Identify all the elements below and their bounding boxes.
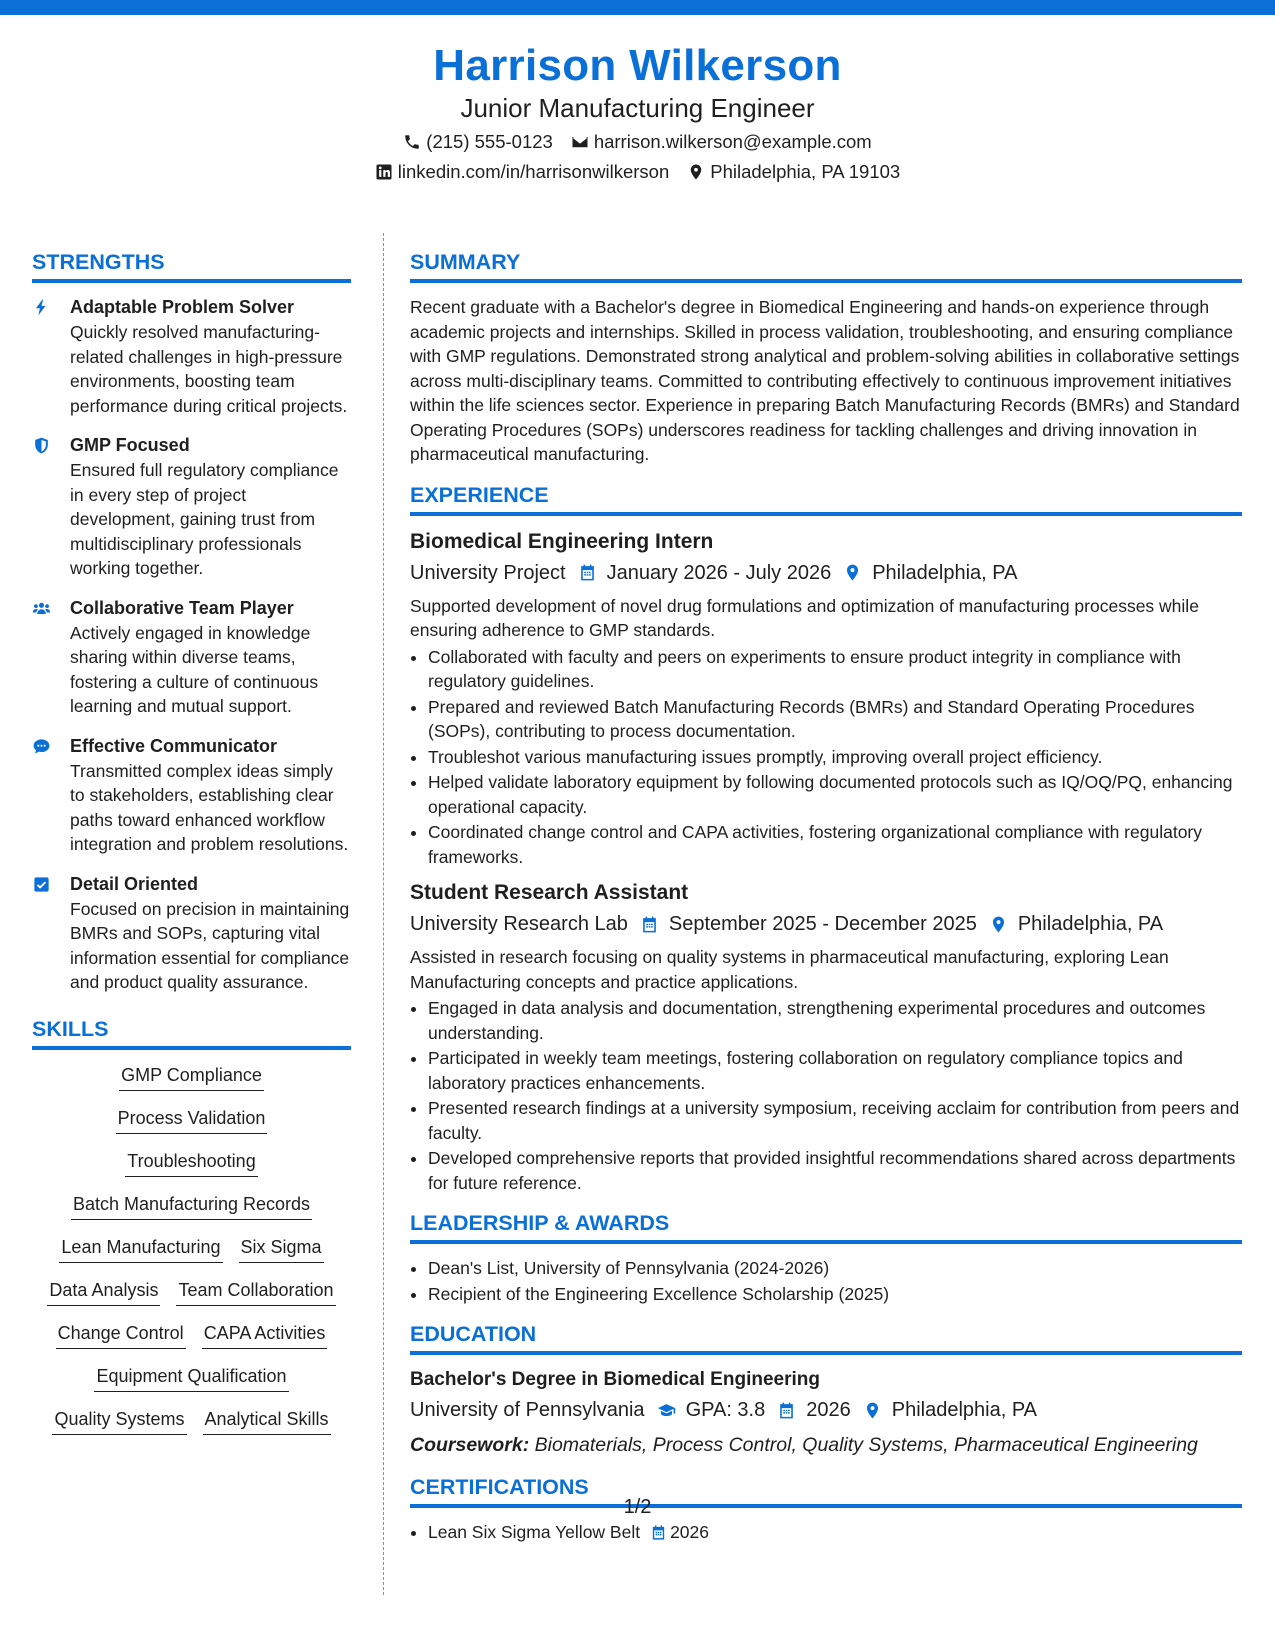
strengths-heading: STRENGTHS bbox=[32, 248, 351, 283]
job-title: Student Research Assistant bbox=[410, 881, 689, 904]
certifications-heading: CERTIFICATIONS bbox=[410, 1473, 1242, 1508]
contact-row-1 bbox=[0, 128, 1275, 156]
education-heading: EDUCATION bbox=[410, 1320, 1242, 1355]
school-name: University of Pennsylvania bbox=[410, 1399, 645, 1421]
cert-name: • Lean Six Sigma Yellow Belt bbox=[428, 1522, 641, 1542]
job-org: University Research Lab bbox=[410, 913, 628, 935]
cert-year: 2026 bbox=[670, 1522, 710, 1542]
leadership-list bbox=[410, 1256, 1242, 1306]
list-item: • Participated in weekly team meetings, fostering collaboration on regulatory compliance topics and laboratory practices enhancements. bbox=[428, 1046, 1242, 1095]
leadership-section bbox=[410, 1209, 1242, 1306]
list-item: • Developed comprehensive reports that provided insightful recommendations shared across departments for future reference. bbox=[428, 1146, 1242, 1195]
skill-tag: Batch Manufacturing Records bbox=[71, 1191, 312, 1220]
skill-tag: GMP Compliance bbox=[119, 1062, 264, 1091]
strength-desc: Actively engaged in knowledge sharing within diverse teams, fostering a culture of continuous learning and mutual support. bbox=[70, 622, 319, 716]
skill-tag: Data Analysis bbox=[47, 1277, 160, 1306]
bolt-icon bbox=[32, 298, 51, 317]
strength-item bbox=[32, 295, 351, 418]
coursework-list: Biomaterials, Process Control, Quality Systems, Pharmaceutical Engineering bbox=[529, 1434, 1198, 1456]
users-icon bbox=[32, 599, 51, 618]
job-description: Assisted in research focusing on quality systems in pharmaceutical manufacturing, exploring Lean Manufacturing concepts and practice applications. bbox=[410, 947, 1169, 992]
chat-icon bbox=[32, 737, 51, 756]
strength-title: Effective Communicator bbox=[70, 735, 278, 756]
list-item: • Prepared and reviewed Batch Manufacturing Records (BMRs) and Standard Operating Procedures (SOPs), contributing to process documentation. bbox=[428, 695, 1242, 744]
phone-text: (215) 555-0123 bbox=[426, 131, 553, 152]
calendar-icon bbox=[578, 563, 597, 582]
job-description: Supported development of novel drug formulations and optimization of manufacturing processes while ensuring adherence to GMP standards. bbox=[410, 595, 1199, 640]
skill-tag: Analytical Skills bbox=[203, 1406, 331, 1435]
job-meta bbox=[410, 558, 1242, 588]
strength-desc: Focused on precision in maintaining BMRs and SOPs, capturing vital information essential for compliance and product quality assurance. bbox=[70, 898, 350, 992]
experience-heading: EXPERIENCE bbox=[410, 481, 1242, 516]
summary-heading: SUMMARY bbox=[410, 248, 1242, 283]
job-meta bbox=[410, 909, 1242, 939]
envelope-icon bbox=[571, 133, 589, 151]
coursework-label: Coursework: bbox=[410, 1434, 530, 1456]
strength-title: GMP Focused bbox=[70, 435, 190, 455]
skills-heading: SKILLS bbox=[32, 1015, 351, 1050]
contact-row-2 bbox=[0, 158, 1275, 186]
summary-section bbox=[410, 248, 1242, 467]
map-pin-icon bbox=[863, 1401, 882, 1420]
skills-list bbox=[32, 1062, 351, 1435]
strength-item bbox=[32, 734, 351, 857]
page-number: 1/2 bbox=[623, 1496, 652, 1518]
candidate-name: Harrison Wilkerson bbox=[433, 41, 842, 90]
linkedin-text: linkedin.com/in/harrisonwilkerson bbox=[397, 161, 670, 182]
skill-tag: Six Sigma bbox=[239, 1234, 324, 1263]
gpa-text: GPA: 3.8 bbox=[685, 1399, 766, 1421]
list-item: • Helped validate laboratory equipment by following documented protocols such as IQ/OQ/PQ, enhancing operational capacity. bbox=[428, 770, 1242, 819]
education-section bbox=[410, 1320, 1242, 1459]
job-title: Biomedical Engineering Intern bbox=[410, 529, 714, 553]
shield-icon bbox=[32, 436, 51, 455]
skill-tag: Change Control bbox=[56, 1320, 186, 1349]
summary-text: Recent graduate with a Bachelor's degree in Biomedical Engineering and hands-on experience through academic projects and internships. Skilled in process validation, troubleshooting, and ensuring compliance with GMP regulations. Demonstrated strong analytical and problem-solving abilities in collaborative settings across multi-disciplinary teams. Committed to contributing effectively to continuous improvement initiatives within the life sciences sector. Experience in preparing Batch Manufacturing Records (BMRs) and Standard Operating Procedures (SOPs) underscores readiness for tackling challenges and driving innovation in pharmaceutical manufacturing. bbox=[410, 297, 1240, 464]
list-item: • Engaged in data analysis and documentation, strengthening experimental procedures and outcomes understanding. bbox=[428, 996, 1242, 1045]
education-meta bbox=[410, 1395, 1242, 1425]
skill-tag: CAPA Activities bbox=[202, 1320, 328, 1349]
list-item: • Recipient of the Engineering Excellence Scholarship (2025) bbox=[428, 1282, 1242, 1307]
contact-phone[interactable] bbox=[403, 128, 553, 156]
candidate-title: Junior Manufacturing Engineer bbox=[460, 93, 815, 123]
job-dates: January 2026 - July 2026 bbox=[606, 561, 832, 584]
strength-item bbox=[32, 596, 351, 719]
column-divider bbox=[383, 233, 384, 1595]
calendar-icon bbox=[777, 1401, 796, 1420]
experience-section bbox=[410, 481, 1242, 1196]
calendar-icon bbox=[640, 915, 659, 934]
coursework bbox=[410, 1431, 1242, 1459]
job-dates: September 2025 - December 2025 bbox=[668, 913, 977, 935]
strength-item bbox=[32, 872, 351, 995]
email-text: harrison.wilkerson@example.com bbox=[593, 131, 872, 152]
job-bullets bbox=[410, 996, 1242, 1195]
strength-title: Collaborative Team Player bbox=[70, 597, 294, 618]
graduation-year: 2026 bbox=[806, 1399, 851, 1421]
top-accent-bar bbox=[0, 0, 1275, 15]
skill-tag: Lean Manufacturing bbox=[59, 1234, 222, 1263]
contact-location bbox=[687, 158, 900, 186]
list-item: • Coordinated change control and CAPA activities, fostering organizational compliance with regulatory frameworks. bbox=[428, 820, 1242, 869]
education-location: Philadelphia, PA bbox=[891, 1399, 1038, 1421]
job-entry bbox=[410, 879, 1242, 1195]
checkbox-icon bbox=[32, 875, 51, 894]
resume-header bbox=[0, 40, 1275, 186]
calendar-icon bbox=[650, 1524, 667, 1541]
degree-title: Bachelor's Degree in Biomedical Engineering bbox=[410, 1369, 820, 1390]
list-item: • Dean's List, University of Pennsylvania (2024-2026) bbox=[428, 1256, 1242, 1281]
skill-tag: Process Validation bbox=[116, 1105, 268, 1134]
certifications-list bbox=[410, 1520, 1242, 1545]
list-item: • Troubleshot various manufacturing issues promptly, improving overall project efficiency. bbox=[428, 745, 1242, 770]
strength-desc: Quickly resolved manufacturing-related challenges in high-pressure environments, boosting team performance during critical projects. bbox=[70, 322, 348, 416]
map-pin-icon bbox=[989, 915, 1008, 934]
strength-item bbox=[32, 433, 351, 581]
strength-title: Adaptable Problem Solver bbox=[70, 297, 295, 317]
contact-email[interactable] bbox=[571, 128, 872, 156]
strength-desc: Transmitted complex ideas simply to stakeholders, establishing clear paths toward enhanced workflow integration and problem resolutions. bbox=[70, 760, 349, 854]
location-text: Philadelphia, PA 19103 bbox=[710, 161, 901, 182]
job-location: Philadelphia, PA bbox=[872, 561, 1018, 584]
leadership-heading: LEADERSHIP & AWARDS bbox=[410, 1209, 1242, 1244]
map-pin-icon bbox=[843, 563, 862, 582]
phone-icon bbox=[403, 133, 421, 151]
right-column bbox=[410, 248, 1242, 1559]
job-org: University Project bbox=[410, 561, 566, 584]
job-bullets bbox=[410, 645, 1242, 870]
list-item: • Presented research findings at a university symposium, receiving acclaim for contribution from peers and faculty. bbox=[428, 1096, 1242, 1145]
linkedin-icon bbox=[375, 163, 393, 181]
strength-title: Detail Oriented bbox=[70, 873, 199, 894]
skill-tag: Troubleshooting bbox=[125, 1148, 257, 1177]
strength-desc: Ensured full regulatory compliance in every step of project development, gaining trust from multidisciplinary professionals working together. bbox=[70, 460, 339, 578]
job-location: Philadelphia, PA bbox=[1017, 913, 1164, 935]
list-item: • Collaborated with faculty and peers on experiments to ensure product integrity in compliance with regulatory guidelines. bbox=[428, 645, 1242, 694]
graduation-cap-icon bbox=[657, 1401, 676, 1420]
left-column bbox=[32, 248, 351, 1449]
skill-tag: Quality Systems bbox=[52, 1406, 186, 1435]
map-pin-icon bbox=[687, 163, 705, 181]
skill-tag: Team Collaboration bbox=[176, 1277, 335, 1306]
contact-linkedin[interactable] bbox=[375, 158, 669, 186]
skill-tag: Equipment Qualification bbox=[94, 1363, 288, 1392]
list-item bbox=[428, 1520, 1242, 1545]
job-entry bbox=[410, 528, 1242, 870]
